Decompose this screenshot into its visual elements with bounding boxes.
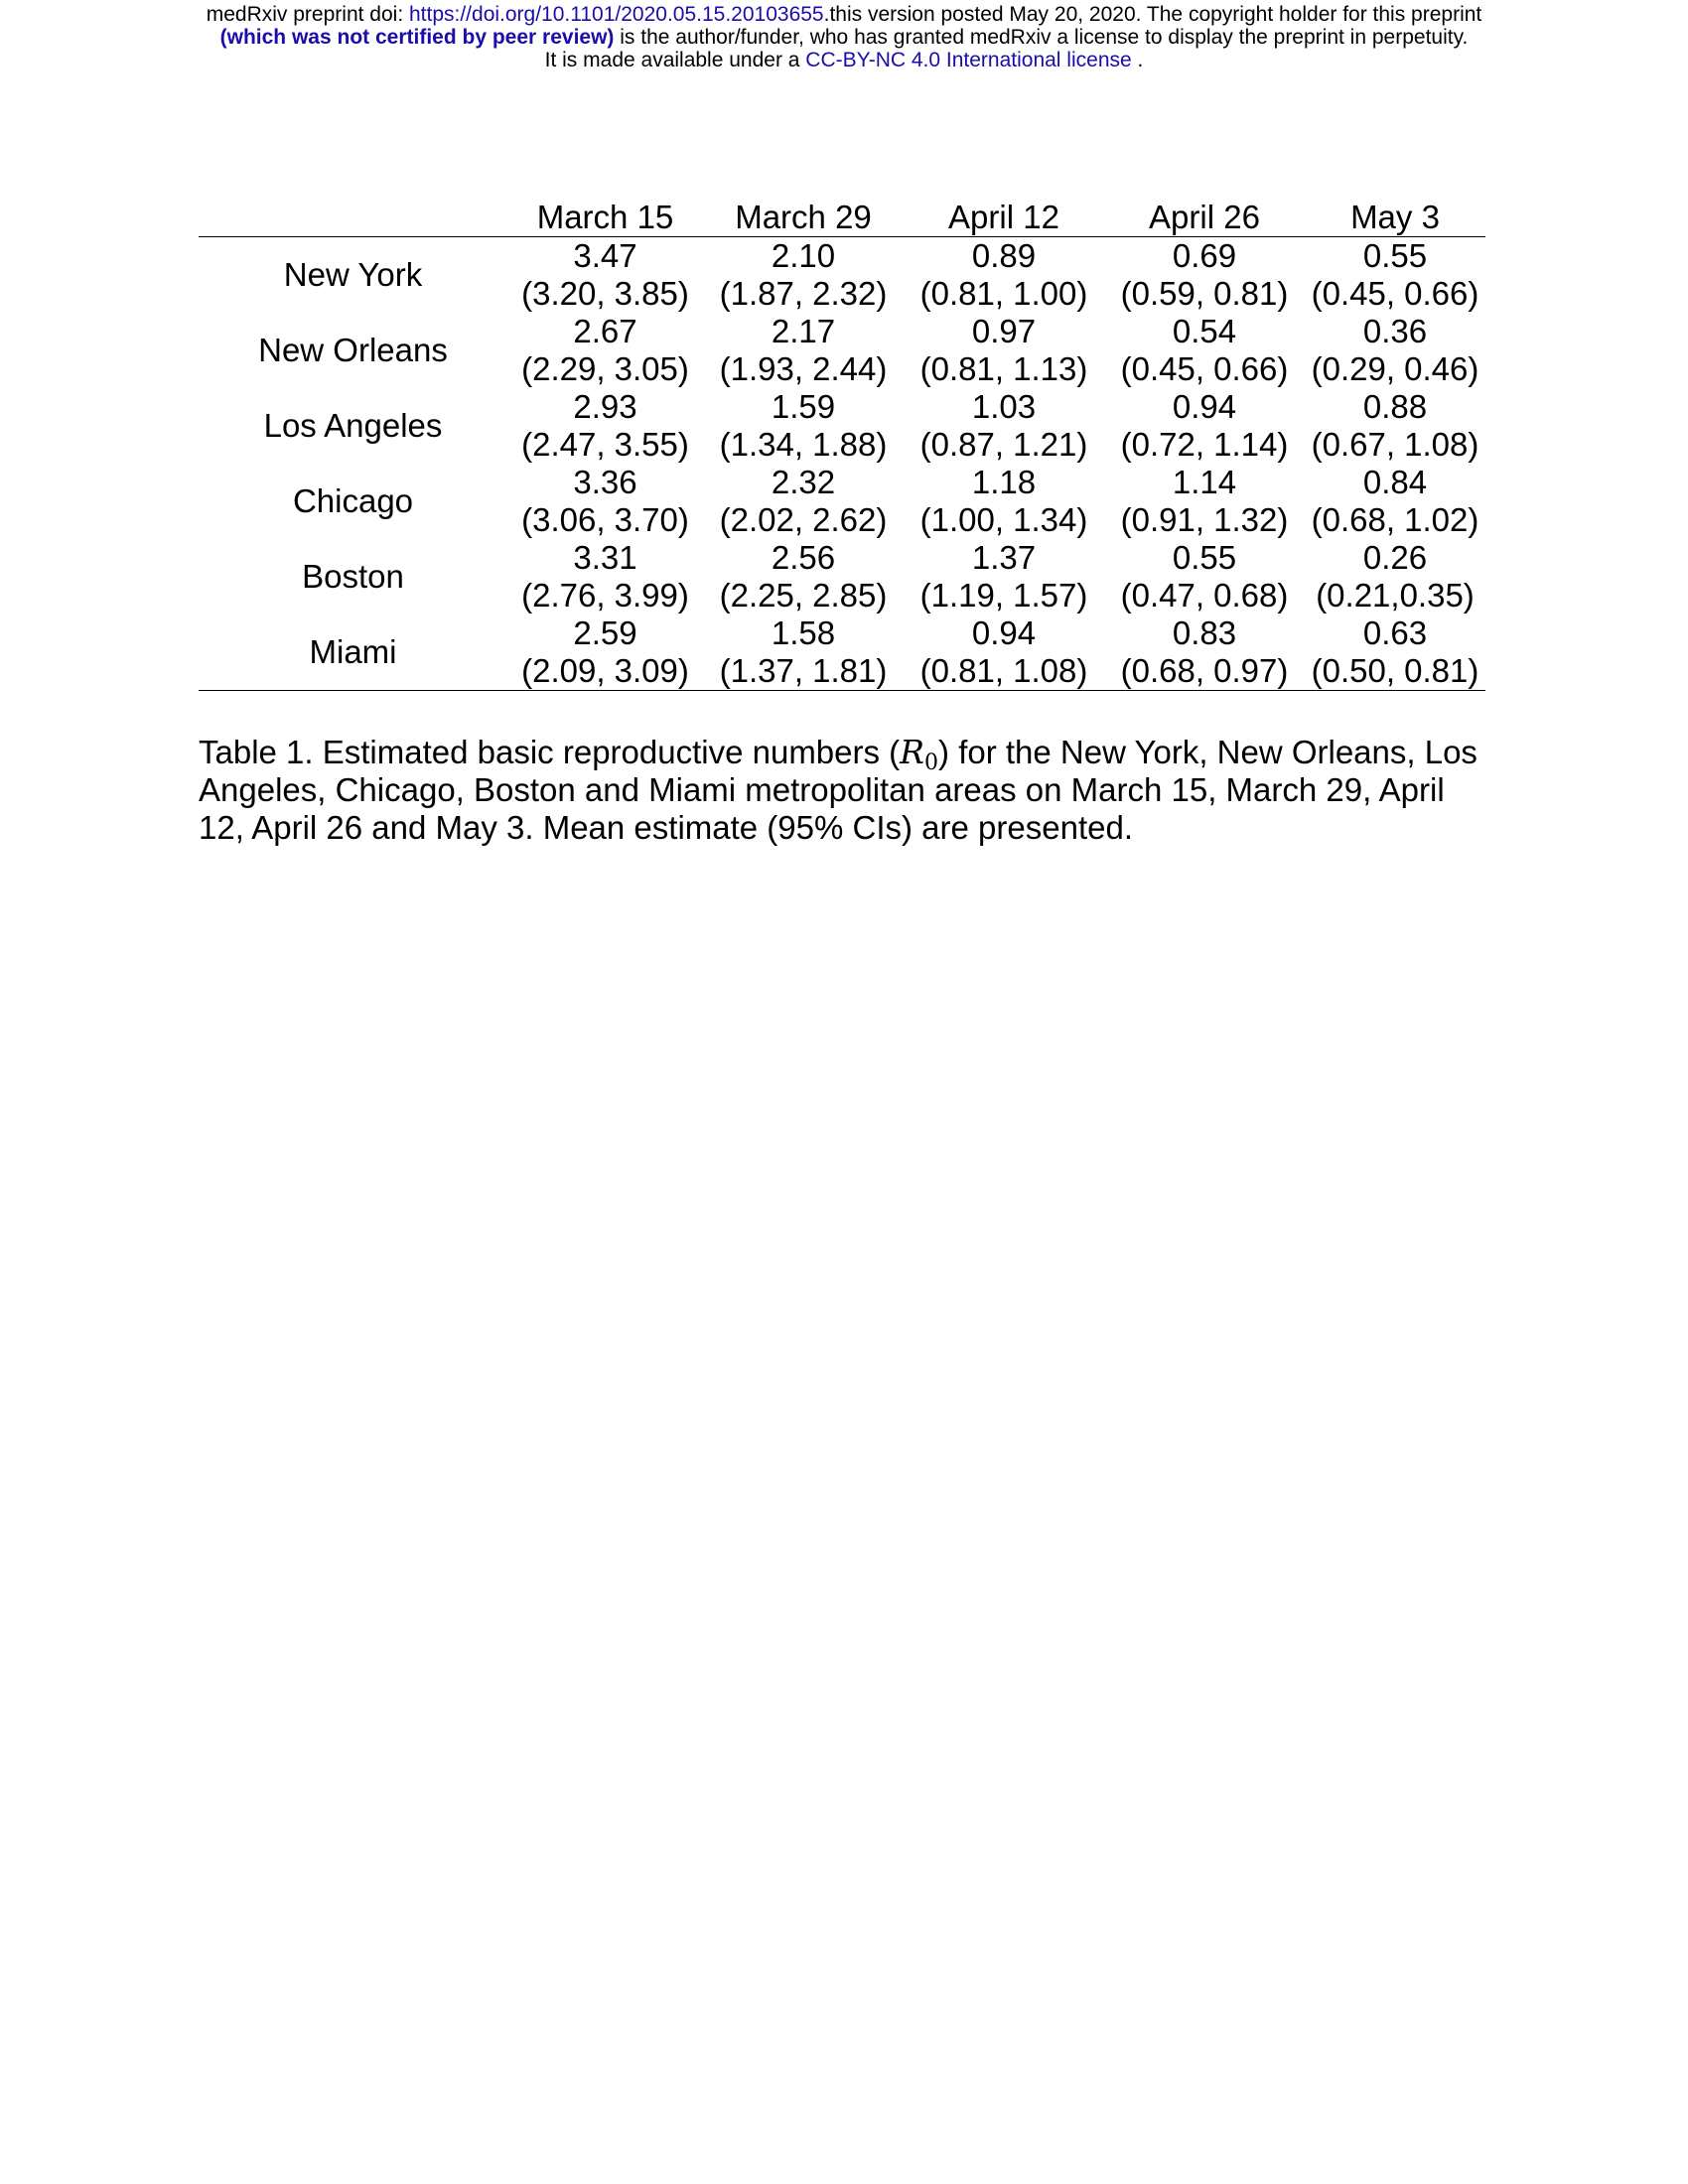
estimate-cell bbox=[703, 388, 904, 464]
city-name-cell: Boston bbox=[302, 558, 404, 595]
confidence-interval: (0.50, 0.81) bbox=[1311, 652, 1479, 689]
confidence-interval: (0.68, 1.02) bbox=[1311, 501, 1479, 538]
confidence-interval: (0.67, 1.08) bbox=[1311, 426, 1479, 463]
header-license-statement: is the author/funder, who has granted medRxiv a license to display the preprint in perpetuity. bbox=[614, 26, 1469, 49]
mean-estimate: 0.26 bbox=[1362, 539, 1428, 576]
confidence-interval: (1.34, 1.88) bbox=[719, 426, 888, 463]
mean-estimate: 2.10 bbox=[771, 237, 836, 274]
confidence-interval: (2.29, 3.05) bbox=[521, 350, 689, 387]
estimate-cell bbox=[1104, 464, 1305, 539]
confidence-interval: (0.45, 0.66) bbox=[1311, 275, 1479, 312]
header-line-2 bbox=[0, 26, 1688, 49]
confidence-interval: (1.93, 2.44) bbox=[719, 350, 888, 387]
header-line-3-end: . bbox=[1131, 49, 1144, 71]
estimate-cell bbox=[1305, 388, 1485, 464]
column-header: May 3 bbox=[1305, 197, 1485, 237]
mean-estimate: 1.37 bbox=[971, 539, 1037, 576]
estimate-cell bbox=[703, 539, 904, 614]
confidence-interval: (2.09, 3.09) bbox=[521, 652, 689, 689]
mean-estimate: 0.55 bbox=[1362, 237, 1428, 274]
estimate-cell bbox=[904, 464, 1104, 539]
mean-estimate: 2.56 bbox=[771, 539, 836, 576]
table-row bbox=[199, 614, 1485, 691]
column-header: March 15 bbox=[507, 197, 703, 237]
confidence-interval: (0.45, 0.66) bbox=[1120, 350, 1289, 387]
estimate-cell bbox=[1305, 614, 1485, 691]
estimate-cell bbox=[703, 237, 904, 314]
confidence-interval: (0.21,0.35) bbox=[1316, 577, 1475, 614]
mean-estimate: 0.84 bbox=[1362, 464, 1428, 500]
table-row bbox=[199, 464, 1485, 539]
mean-estimate: 3.47 bbox=[573, 237, 637, 274]
confidence-interval: (1.19, 1.57) bbox=[919, 577, 1088, 614]
estimate-cell bbox=[703, 614, 904, 691]
estimate-cell bbox=[1104, 388, 1305, 464]
confidence-interval: (0.72, 1.14) bbox=[1120, 426, 1289, 463]
estimate-cell bbox=[507, 539, 703, 614]
mean-estimate: 3.31 bbox=[573, 539, 637, 576]
mean-estimate: 0.89 bbox=[971, 237, 1037, 274]
header-line-3 bbox=[0, 49, 1688, 71]
mean-estimate: 0.63 bbox=[1362, 614, 1428, 651]
mean-estimate: 0.97 bbox=[971, 313, 1037, 349]
confidence-interval: (0.47, 0.68) bbox=[1120, 577, 1289, 614]
header-version-text: .this version posted May 20, 2020. The copyright holder for this preprint bbox=[823, 3, 1482, 26]
city-name-cell: Miami bbox=[199, 614, 507, 691]
city-name-cell: New York bbox=[283, 256, 423, 293]
mean-estimate: 2.93 bbox=[573, 388, 637, 425]
r0-symbol-base: R bbox=[900, 733, 925, 771]
table-row bbox=[199, 313, 1485, 388]
mean-estimate: 0.94 bbox=[1172, 388, 1237, 425]
confidence-interval: (2.47, 3.55) bbox=[521, 426, 689, 463]
corner-header-cell bbox=[199, 197, 507, 237]
estimate-cell bbox=[1305, 539, 1485, 614]
column-header: April 26 bbox=[1104, 197, 1305, 237]
confidence-interval: (1.37, 1.81) bbox=[719, 652, 888, 689]
confidence-interval: (1.00, 1.34) bbox=[919, 501, 1088, 538]
city-name-cell: Chicago bbox=[292, 482, 414, 519]
mean-estimate: 3.36 bbox=[573, 464, 637, 500]
confidence-interval: (0.81, 1.08) bbox=[919, 652, 1088, 689]
mean-estimate: 2.67 bbox=[573, 313, 637, 349]
mean-estimate: 0.88 bbox=[1362, 388, 1428, 425]
doi-link[interactable]: https://doi.org/10.1101/2020.05.15.20103655 bbox=[408, 3, 824, 26]
caption-text-end: ) for the New York, New Orleans, Los Angeles, Chicago, Boston and Miami metropolitan areas on March 15, March 29, April 12, April 26 and May 3. Mean estimate (95% CIs) are presented. bbox=[199, 734, 1477, 846]
estimate-cell bbox=[507, 388, 703, 464]
estimate-cell bbox=[1104, 539, 1305, 614]
estimate-cell bbox=[1305, 464, 1485, 539]
mean-estimate: 0.69 bbox=[1172, 237, 1237, 274]
mean-estimate: 1.58 bbox=[771, 614, 836, 651]
estimate-cell bbox=[904, 539, 1104, 614]
confidence-interval: (1.87, 2.32) bbox=[719, 275, 888, 312]
table-row bbox=[199, 237, 1485, 314]
estimate-cell bbox=[1305, 313, 1485, 388]
estimate-cell bbox=[703, 313, 904, 388]
column-header: March 29 bbox=[703, 197, 904, 237]
mean-estimate: 1.18 bbox=[971, 464, 1037, 500]
confidence-interval: (2.25, 2.85) bbox=[719, 577, 888, 614]
r0-symbol bbox=[900, 733, 939, 775]
estimate-cell bbox=[507, 464, 703, 539]
estimate-cell bbox=[904, 388, 1104, 464]
preprint-header bbox=[0, 3, 1688, 71]
mean-estimate: 2.59 bbox=[573, 614, 637, 651]
header-doi-prefix: medRxiv preprint doi: bbox=[206, 3, 409, 26]
confidence-interval: (0.91, 1.32) bbox=[1120, 501, 1289, 538]
confidence-interval: (0.81, 1.00) bbox=[919, 275, 1088, 312]
estimate-cell bbox=[507, 237, 703, 314]
estimate-cell bbox=[703, 464, 904, 539]
estimate-cell bbox=[904, 313, 1104, 388]
confidence-interval: (0.68, 0.97) bbox=[1120, 652, 1289, 689]
confidence-interval: (0.87, 1.21) bbox=[919, 426, 1088, 463]
mean-estimate: 0.54 bbox=[1172, 313, 1237, 349]
estimate-cell bbox=[1305, 237, 1485, 314]
mean-estimate: 2.17 bbox=[771, 313, 836, 349]
estimate-cell bbox=[904, 614, 1104, 691]
confidence-interval: (2.76, 3.99) bbox=[521, 577, 689, 614]
mean-estimate: 1.03 bbox=[971, 388, 1037, 425]
confidence-interval: (0.29, 0.46) bbox=[1311, 350, 1479, 387]
confidence-interval: (3.20, 3.85) bbox=[521, 275, 689, 312]
estimate-cell bbox=[1104, 237, 1305, 314]
confidence-interval: (0.81, 1.13) bbox=[919, 350, 1088, 387]
mean-estimate: 2.32 bbox=[771, 464, 836, 500]
table-row bbox=[199, 388, 1485, 464]
estimate-cell bbox=[1104, 313, 1305, 388]
table-body bbox=[199, 237, 1485, 691]
city-name-cell: New Orleans bbox=[258, 332, 448, 368]
reproductive-numbers-table bbox=[199, 197, 1485, 691]
confidence-interval: (0.59, 0.81) bbox=[1120, 275, 1289, 312]
caption-text-start: Table 1. Estimated basic reproductive numbers ( bbox=[199, 734, 901, 770]
mean-estimate: 1.14 bbox=[1172, 464, 1237, 500]
mean-estimate: 1.59 bbox=[771, 388, 836, 425]
estimate-cell bbox=[507, 614, 703, 691]
header-line-1 bbox=[0, 3, 1688, 26]
estimate-cell bbox=[1104, 614, 1305, 691]
table-row bbox=[199, 539, 1485, 614]
r0-symbol-subscript: 0 bbox=[924, 751, 939, 775]
estimate-cell bbox=[507, 313, 703, 388]
mean-estimate: 0.94 bbox=[971, 614, 1037, 651]
license-link[interactable]: CC-BY-NC 4.0 International license bbox=[805, 49, 1132, 71]
column-header: April 12 bbox=[904, 197, 1104, 237]
confidence-interval: (2.02, 2.62) bbox=[719, 501, 888, 538]
mean-estimate: 0.83 bbox=[1172, 614, 1237, 651]
mean-estimate: 0.36 bbox=[1362, 313, 1428, 349]
confidence-interval: (3.06, 3.70) bbox=[521, 501, 689, 538]
header-availability-text: It is made available under a bbox=[544, 49, 806, 71]
table-header-row bbox=[199, 197, 1485, 237]
estimate-cell bbox=[904, 237, 1104, 314]
city-name-cell: Los Angeles bbox=[263, 407, 443, 444]
peer-review-notice: (which was not certified by peer review) bbox=[219, 26, 615, 49]
table-caption bbox=[199, 734, 1489, 847]
mean-estimate: 0.55 bbox=[1172, 539, 1237, 576]
